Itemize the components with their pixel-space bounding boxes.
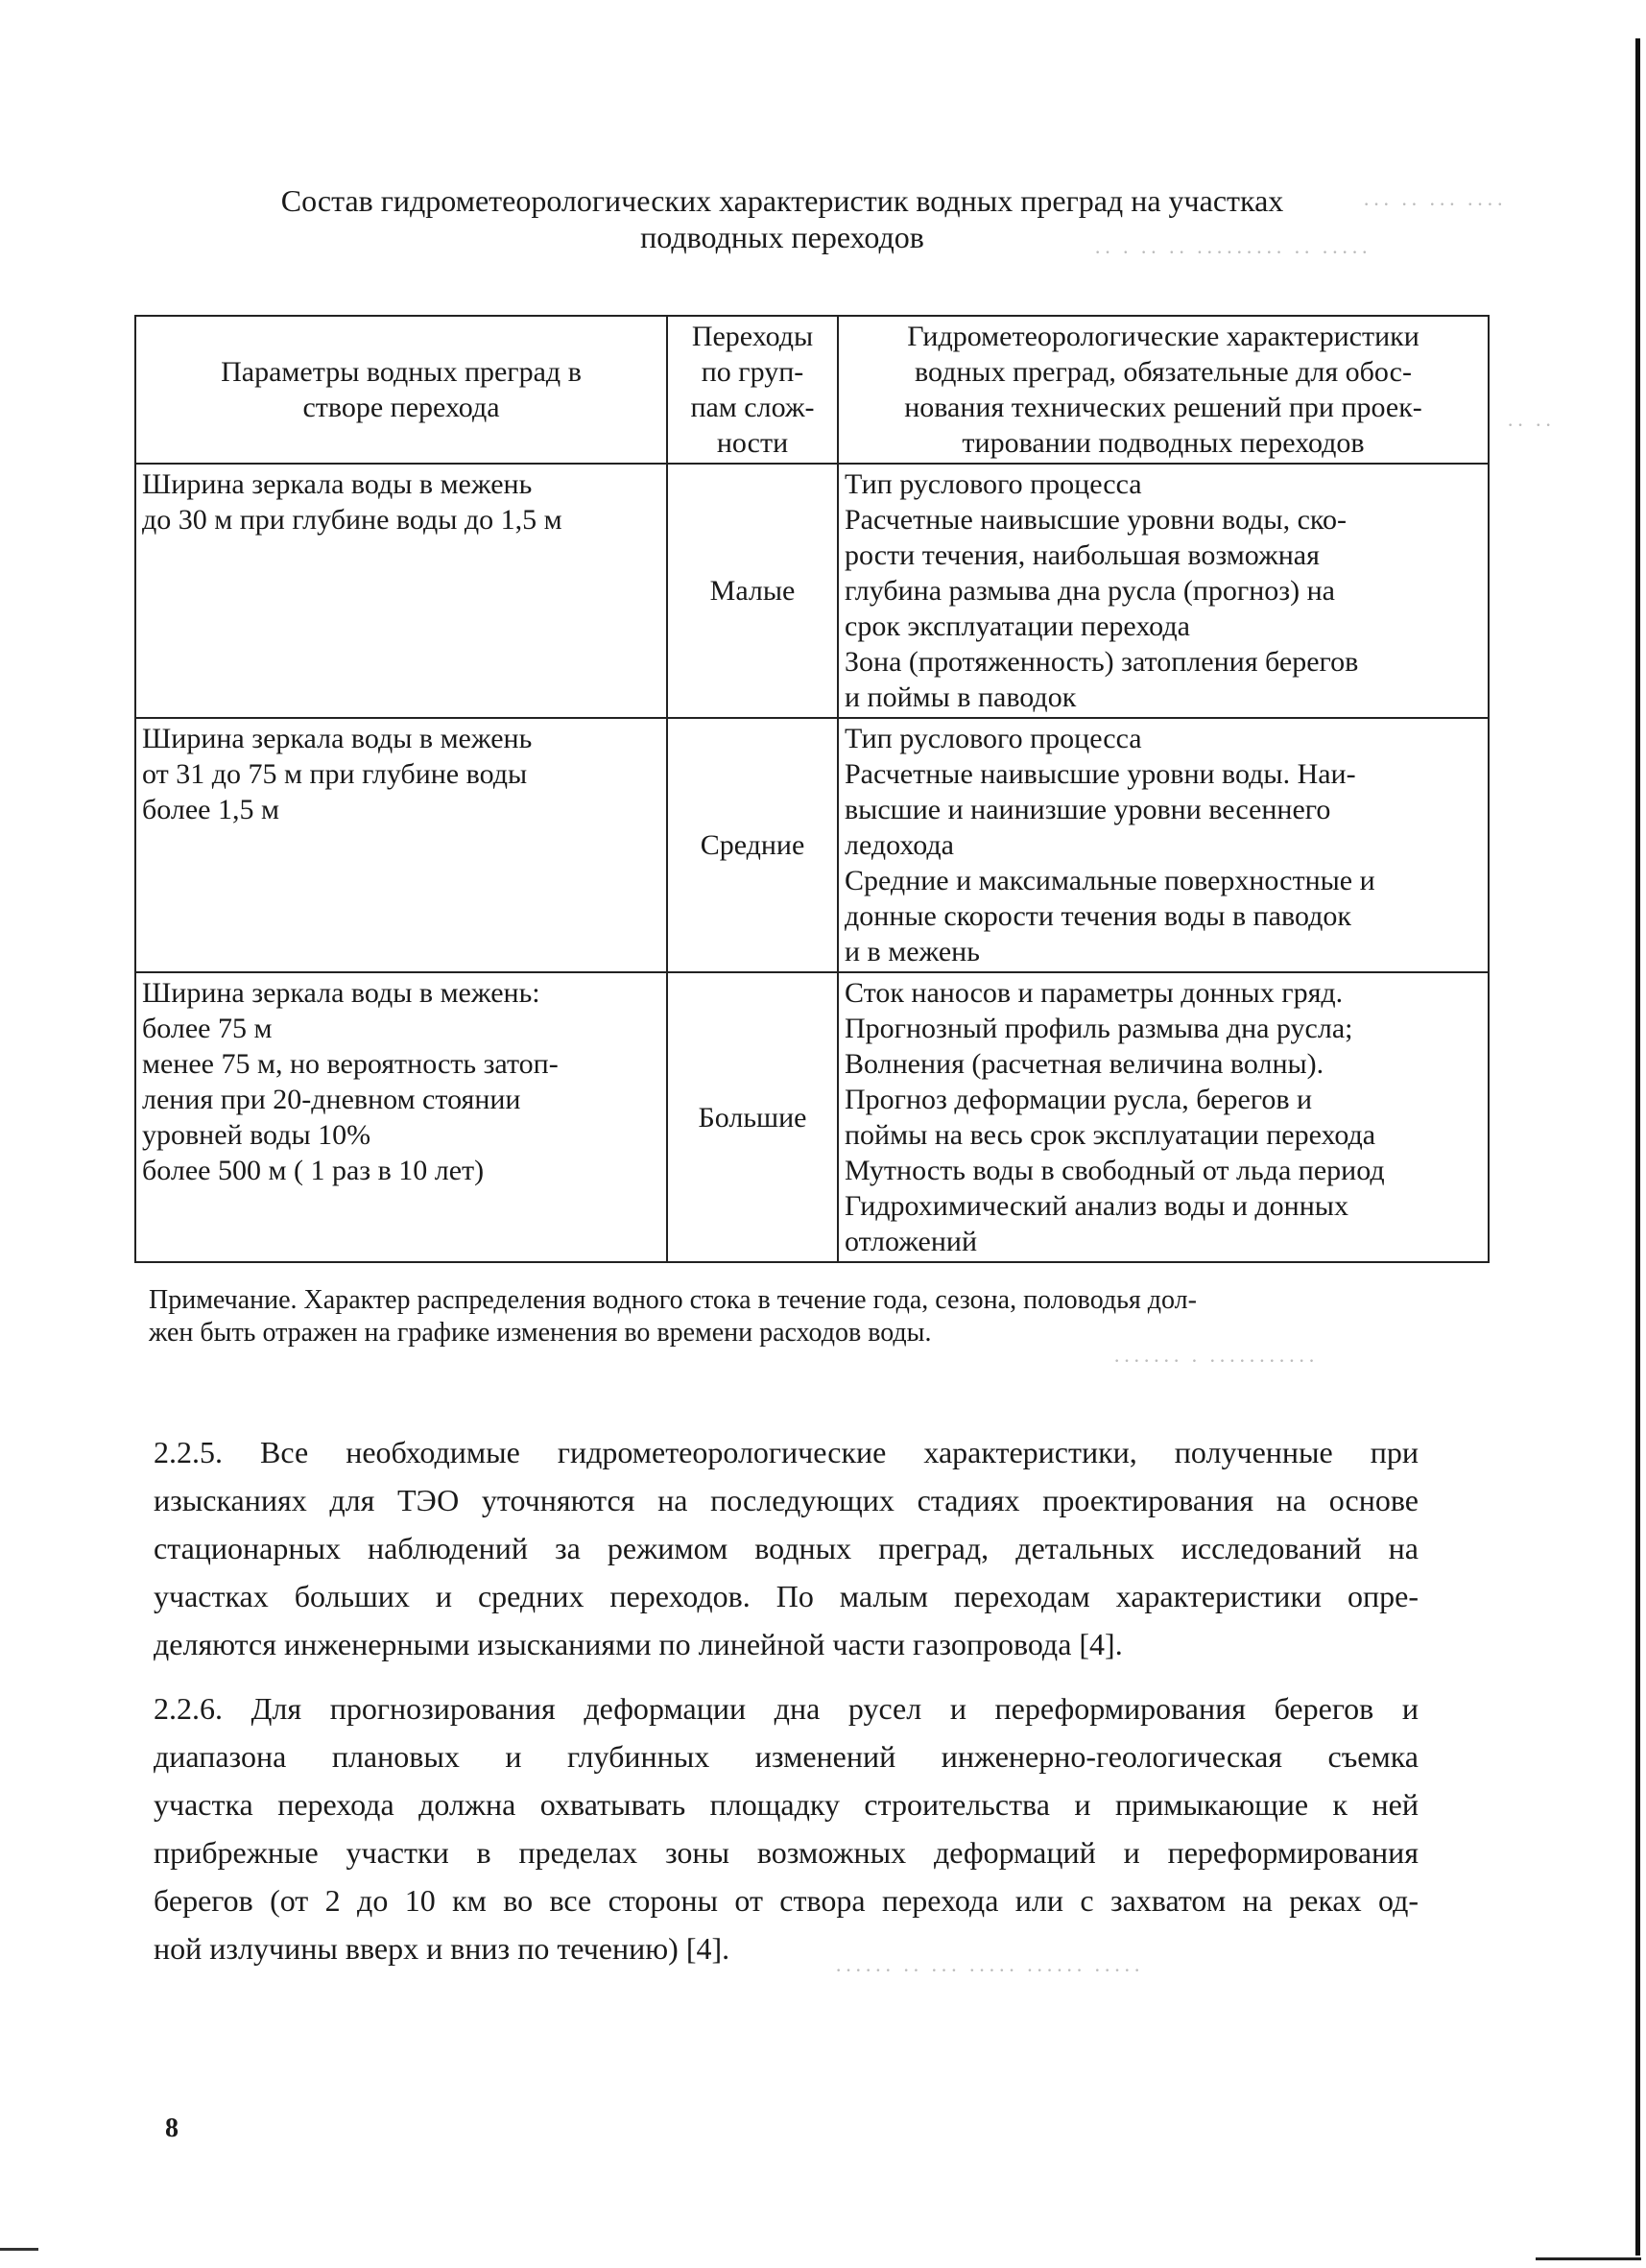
table-row xyxy=(135,972,1489,1262)
paragraph-line: 2.2.6. Для прогнозирования деформации дна русел и переформирования берегов и xyxy=(154,1691,1419,1726)
row-group-cell: Средние xyxy=(667,718,838,972)
paragraph-line: стационарных наблюдений за режимом водных преград, детальных исследований на xyxy=(154,1531,1419,1565)
bleed-through-noise: ·· · ·· ·· ········· ·· ····· xyxy=(1094,240,1372,264)
table-title xyxy=(125,182,1440,255)
table-header-row xyxy=(135,316,1489,464)
header-groups: Переходы по груп- пам слож- ности xyxy=(667,316,838,464)
scan-edge-bottom xyxy=(1536,2257,1641,2260)
scan-mark-left xyxy=(0,2248,38,2251)
row-characteristics-cell: Тип руслового процесса Расчетные наивысшие уровни воды, ско- рости течения, наибольшая возможная глубина размыва дна русла (прогноз) на срок эксплуатации перехода Зона (протяженность) затопления берегов и поймы в паводок xyxy=(838,464,1489,718)
bleed-through-noise: ··· ·· ··· ···· xyxy=(1363,192,1507,216)
paragraph-line: прибрежные участки в пределах зоны возможных деформаций и переформирования xyxy=(154,1835,1419,1870)
row-characteristics-cell: Тип руслового процесса Расчетные наивысшие уровни воды. Наи- высшие и наинизшие уровни весеннего ледохода Средние и максимальные поверхностные и донные скорости течения воды в паводок и в межень xyxy=(838,718,1489,972)
paragraph-line: изысканиях для ТЭО уточняются на последующих стадиях проектирования на основе xyxy=(154,1483,1419,1517)
bleed-through-noise: ······ ·· ··· ····· ······ ····· xyxy=(835,1958,1144,1982)
row-group-cell: Большие xyxy=(667,972,838,1262)
bleed-through-noise: ······· · ··········· xyxy=(1113,1349,1319,1373)
row-params-cell: Ширина зеркала воды в межень до 30 м при глубине воды до 1,5 м xyxy=(135,464,667,718)
note-line: жен быть отражен на графике изменения во времени расходов воды. xyxy=(149,1318,932,1348)
row-params-cell: Ширина зеркала воды в межень: более 75 м менее 75 м, но вероятность затоп- ления при 20-дневном стоянии уровней воды 10% более 500 м ( 1 раз в 10 лет) xyxy=(135,972,667,1262)
table-title-line: подводных переходов xyxy=(640,220,924,254)
paragraph-line: диапазона плановых и глубинных изменений инженерно-геологическая съемка xyxy=(154,1739,1419,1774)
row-params-cell: Ширина зеркала воды в межень от 31 до 75 м при глубине воды более 1,5 м xyxy=(135,718,667,972)
row-characteristics-cell: Сток наносов и параметры донных гряд. Прогнозный профиль размыва дна русла; Волнения (расчетная величина волны). Прогноз деформации русла, берегов и поймы на весь срок эксплуатации перехода Мутность воды в свободный от льда период Гидрохимический анализ воды и донных отложений xyxy=(838,972,1489,1262)
header-characteristics: Гидрометеорологические характеристики водных преград, обязательные для обос- нования технических решений при проек- тировании подводных переходов xyxy=(838,316,1489,464)
bleed-through-noise: ·· ·· xyxy=(1507,413,1555,437)
paragraph-2-2-5 xyxy=(154,1428,1419,1668)
note-line: Примечание. Характер распределения водного стока в течение года, сезона, половодья дол- xyxy=(149,1285,1197,1315)
paragraph-line: деляются инженерными изысканиями по линейной части газопровода [4]. xyxy=(154,1627,1123,1661)
table-row xyxy=(135,718,1489,972)
page-number: 8 xyxy=(165,2113,179,2143)
header-params: Параметры водных преград в створе перехода xyxy=(135,316,667,464)
row-group-cell: Малые xyxy=(667,464,838,718)
paragraph-line: ной излучины вверх и вниз по течению) [4]. xyxy=(154,1931,730,1966)
table-row xyxy=(135,464,1489,718)
table-title-line: Состав гидрометеорологических характеристик водных преград на участках xyxy=(280,183,1284,218)
paragraph-2-2-6 xyxy=(154,1684,1419,1972)
paragraph-line: берегов (от 2 до 10 км во все стороны от створа перехода или с захватом на реках од- xyxy=(154,1883,1419,1918)
hydromet-table xyxy=(134,315,1490,1263)
paragraph-line: 2.2.5. Все необходимые гидрометеорологические характеристики, полученные при xyxy=(154,1435,1419,1469)
scan-edge-right xyxy=(1635,38,1640,2256)
table-note xyxy=(149,1284,1396,1349)
paragraph-line: участка перехода должна охватывать площадку строительства и примыкающие к ней xyxy=(154,1787,1419,1822)
paragraph-line: участках больших и средних переходов. По малым переходам характеристики опре- xyxy=(154,1579,1419,1613)
